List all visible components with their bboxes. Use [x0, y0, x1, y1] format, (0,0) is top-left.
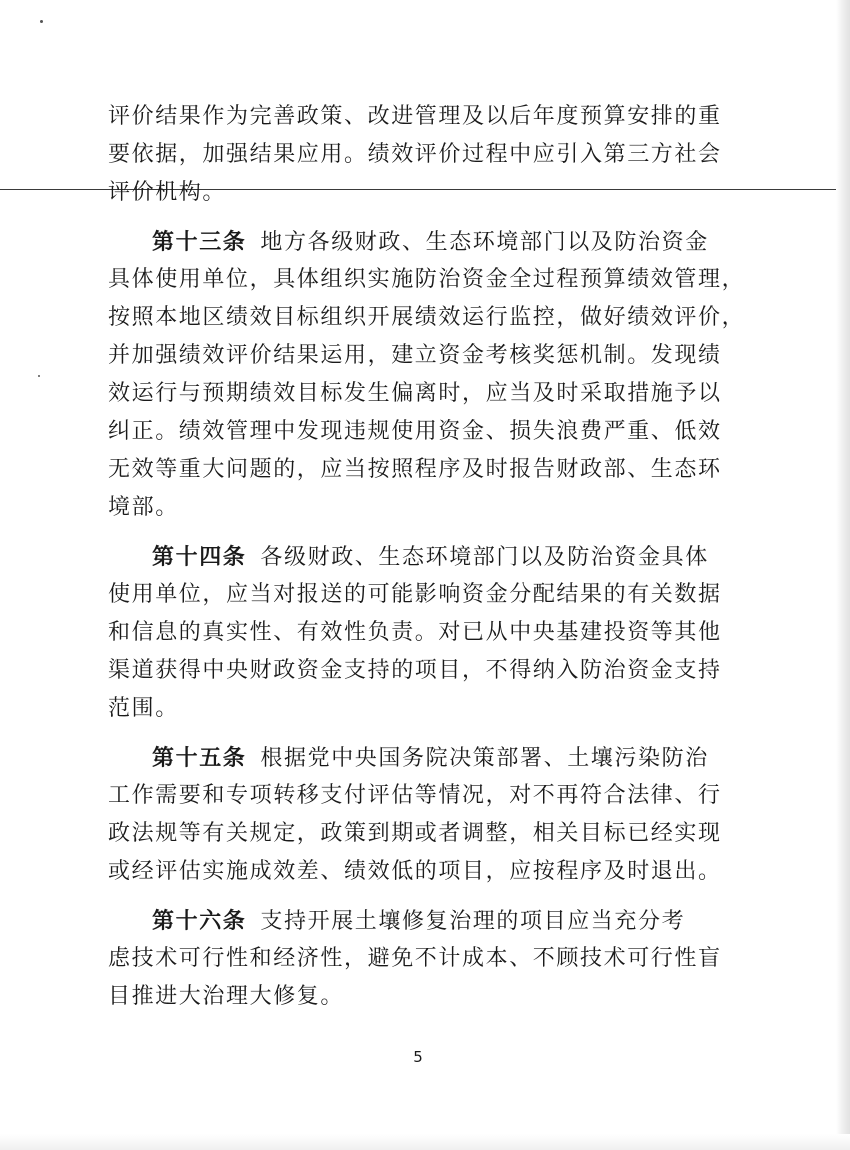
text-line: 无效等重大问题的，应当按照程序及时报告财政部、生态环: [108, 457, 722, 482]
text-run: 各级财政、生态环境部门以及防治资金具体: [260, 545, 709, 570]
body-text: [108, 98, 746, 1016]
text-line: 境部。: [108, 495, 179, 520]
text-line: 纠正。绩效管理中发现违规使用资金、损失浪费严重、低效: [108, 419, 722, 444]
page-number: 5: [413, 1048, 423, 1066]
text-line: 按照本地区绩效目标组织开展绩效运行监控，做好绩效评价，: [108, 305, 746, 330]
text-line: 虑技术可行性和经济性，避免不计成本、不顾技术可行性盲: [108, 946, 722, 971]
article-14: [108, 538, 722, 728]
scan-speck: [38, 375, 40, 377]
text-line: 评价结果作为完善政策、改进管理及以后年度预算安排的重: [108, 104, 722, 129]
text-line: 目推进大治理大修复。: [108, 984, 345, 1009]
text-line: [108, 902, 708, 940]
text-line: 政法规等有关规定，政策到期或者调整，相关目标已经实现: [108, 821, 722, 846]
text-line: 工作需要和专项转移支付评估等情况，对不再符合法律、行: [108, 783, 722, 808]
text-line: 使用单位，应当对报送的可能影响资金分配结果的有关数据: [108, 582, 722, 607]
text-run: 支持开展土壤修复治理的项目应当充分考: [260, 909, 686, 934]
scan-bottom-edge-shadow: [0, 1134, 850, 1150]
scan-speck: [40, 20, 43, 23]
article-title: 第十四条: [152, 544, 247, 570]
text-run: 地方各级财政、生态环境部门以及防治资金: [260, 230, 709, 255]
text-run: 根据党中央国务院决策部署、土壤污染防治: [260, 746, 709, 771]
text-line: 具体使用单位，具体组织实施防治资金全过程预算绩效管理，: [108, 267, 746, 292]
article-13: [108, 223, 746, 527]
text-line: 效运行与预期绩效目标发生偏离时，应当及时采取措施予以: [108, 381, 722, 406]
text-line: 和信息的真实性、有效性负责。对已从中央基建投资等其他: [108, 620, 722, 645]
article-title: 第十三条: [152, 229, 247, 255]
text-line: 并加强绩效评价结果运用，建立资金考核奖惩机制。发现绩: [108, 343, 722, 368]
article-title: 第十五条: [152, 745, 247, 771]
text-line: [108, 223, 708, 261]
paragraph-intro: [108, 98, 722, 212]
text-line: 或经评估实施成效差、绩效低的项目，应按程序及时退出。: [108, 859, 722, 884]
article-16: [108, 902, 722, 1016]
text-line: 要依据，加强结果应用。绩效评价过程中应引入第三方社会: [108, 142, 722, 167]
article-15: [108, 739, 722, 891]
text-line: 评价机构。: [108, 180, 227, 205]
article-title: 第十六条: [152, 908, 247, 934]
text-line: 渠道获得中央财政资金支持的项目，不得纳入防治资金支持: [108, 658, 722, 683]
text-line: 范围。: [108, 696, 179, 721]
scan-right-edge-shadow: [836, 0, 850, 1150]
text-line: [108, 739, 708, 777]
text-line: [108, 538, 708, 576]
